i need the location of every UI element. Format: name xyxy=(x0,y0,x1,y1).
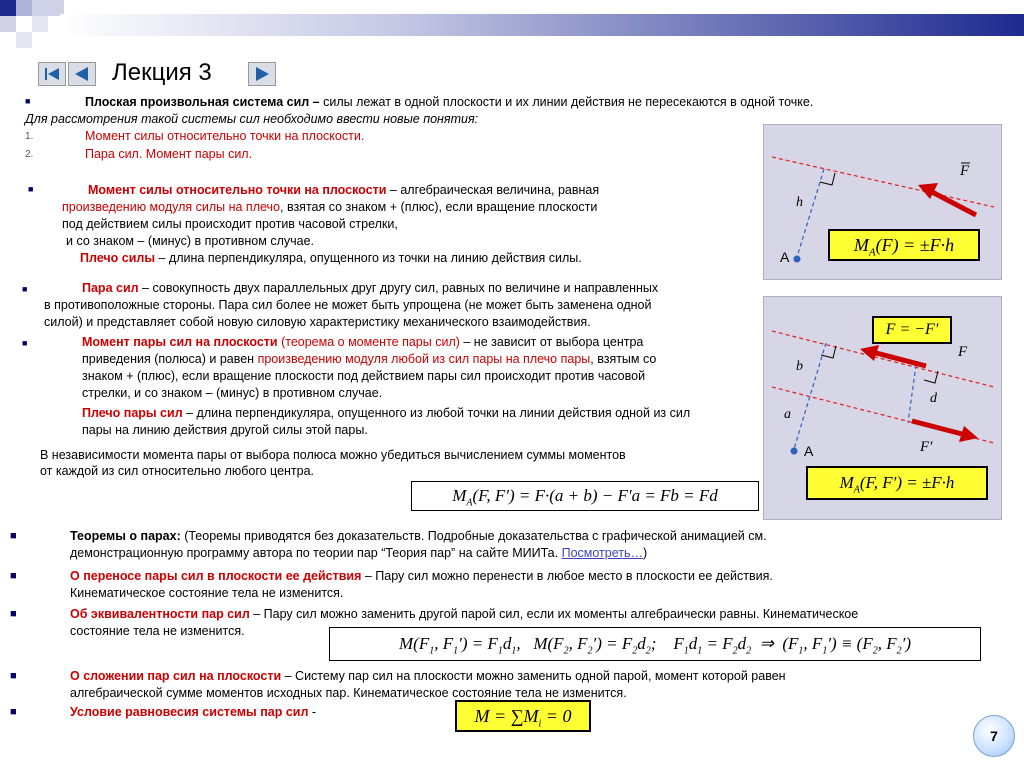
header-decor-square xyxy=(32,0,48,16)
formula-equilibrium: $M = \sum M_i = 0$ xyxy=(455,700,591,732)
page-title: Лекция 3 xyxy=(112,59,212,86)
couple-moment-text: – не зависит от выбора центра xyxy=(459,335,644,349)
moment-def-red: произведению модуля силы на плечо xyxy=(62,200,280,214)
label-b: b xyxy=(796,359,803,374)
point-a xyxy=(791,448,798,455)
formula-equilibrium-data xyxy=(0,0,5,1)
label-a: A xyxy=(780,249,790,265)
theorems-term: Теоремы о парах: xyxy=(70,529,181,543)
arm-text: – длина перпендикуляра, опущенного из точки на линию действия силы. xyxy=(155,251,582,265)
arm-def xyxy=(80,250,582,267)
theorems-text: ) xyxy=(643,546,648,560)
nav-next-button[interactable] xyxy=(248,62,276,86)
couple-moment-red: произведению модуля любой из сил пары на плечо пары xyxy=(257,352,591,366)
theorems-line1 xyxy=(70,528,767,545)
arm-term: Плечо силы xyxy=(80,251,156,265)
theorem-addition-text: – Систему пар сил на плоскости можно заменить одной парой, момент которой равен xyxy=(281,669,786,683)
moment-def-text: – алгебраическая величина, равная xyxy=(386,183,600,197)
intro-line1 xyxy=(85,94,813,111)
label-h: h xyxy=(796,195,803,210)
couple-moment-line4: стрелки, и со знаком – (минус) в противном случае. xyxy=(82,386,383,400)
theorem-addition-line2: алгебраической сумме моментов исходных пар. Кинематическое состояние тела не изменится. xyxy=(70,686,627,700)
label-a-arm: a xyxy=(784,407,791,422)
moment-def-line2 xyxy=(62,199,597,216)
couple-arm-text: – длина перпендикуляра, опущенного из любой точки на линии действия одной из сил xyxy=(182,406,691,420)
bullet-icon: ■ xyxy=(10,670,17,682)
couple-moment-line3: знаком + (плюс), если вращение плоскости под действием пары сил происходит против часовой xyxy=(82,369,646,383)
intro-text: силы лежат в одной плоскости и их линии действия не пересекаются в одной точке. xyxy=(319,95,814,109)
moment-def-text: , взятая со знаком + (плюс), если вращение плоскости xyxy=(280,200,598,214)
couple-moment-text: приведения (полюса) и равен xyxy=(82,352,258,366)
formula-couple-moment: $M_A(F$, F′) = ±F·h xyxy=(806,466,988,500)
header-decor-square xyxy=(16,0,32,16)
force-f-prime-arrowhead xyxy=(959,426,978,442)
couple-def-line2: в противоположные стороны. Пара сил более не может быть упрощена (не может быть заменена одной xyxy=(44,298,652,312)
bullet-icon: ■ xyxy=(10,706,17,718)
arrow-right-icon xyxy=(249,63,275,85)
equilibrium-term: Условие равновесия системы пар сил xyxy=(70,705,309,719)
formula-couple-equal: F = −F′ xyxy=(872,316,952,344)
label-a: A xyxy=(804,443,814,459)
list-item-number: 2. xyxy=(25,149,34,160)
moment-def-line4: и со знаком – (минус) в противном случае. xyxy=(66,234,315,248)
couple-moment-line2 xyxy=(82,351,656,368)
moment-def-line1 xyxy=(88,182,599,199)
label-f-prime: F′ xyxy=(920,439,933,455)
view-demo-link[interactable]: Посмотреть… xyxy=(561,546,643,560)
bullet-icon: ■ xyxy=(25,96,31,106)
theorem-transfer-line2: Кинематическое состояние тела не изменится. xyxy=(70,586,344,600)
equilibrium-line xyxy=(70,704,316,721)
label-f: F xyxy=(958,344,968,360)
header-gradient-bar xyxy=(60,14,1024,36)
list-item: Пара сил. Момент пары сил. xyxy=(85,147,253,161)
independence-line1: В независимости момента пары от выбора полюса можно убедиться вычислением суммы моментов xyxy=(40,448,626,462)
formula-couple-sum: $M_A(F$, F′) = F·(a + b) − F′a = Fb = Fd xyxy=(411,481,759,511)
couple-moment-line1 xyxy=(82,334,643,351)
arrow-left-icon xyxy=(69,63,95,85)
force-f-prime-arrow xyxy=(912,421,962,434)
couple-arm-line2: пары на линию действия другой силы этой пары. xyxy=(82,423,368,437)
theorems-line2 xyxy=(70,545,647,562)
couple-arm-line1 xyxy=(82,405,690,422)
skip-back-icon xyxy=(39,63,65,85)
nav-prev-button[interactable] xyxy=(68,62,96,86)
point-a xyxy=(794,256,801,263)
header-decor-square xyxy=(0,16,16,32)
theorem-transfer-text: – Пару сил можно перенести в любое место в плоскости ее действия. xyxy=(361,569,773,583)
theorems-text: демонстрационную программу автора по теории пар “Теория пар” на сайте МИИТа. xyxy=(70,546,559,560)
header-decor-square xyxy=(0,0,16,16)
label-d: d xyxy=(930,391,937,406)
formula-equivalence: $M(F_1$, $F_1') = F_1d_1$, $M(F_2$, $F_2') = F_2d_2$; $F_1d_1 = F_2d_2$ ⇒ ($F_1$, $F_1') \equiv (F_2$, $F_2'$) xyxy=(329,627,981,661)
header-decor-square xyxy=(32,16,48,32)
bullet-icon: ■ xyxy=(22,338,28,348)
theorem-equivalence-line2: состояние тела не изменится. xyxy=(70,624,245,638)
force-f-arrowhead xyxy=(860,345,879,361)
theorem-transfer-term: О переносе пары сил в плоскости ее действия xyxy=(70,569,362,583)
moment-def-line3: под действием силы происходит против часовой стрелки, xyxy=(62,217,398,231)
bullet-icon: ■ xyxy=(22,284,28,294)
bullet-icon: ■ xyxy=(10,608,17,620)
theorems-text: (Теоремы приводятся без доказательств. Подробные доказательства с графической анимацией см. xyxy=(180,529,767,543)
bullet-icon: ■ xyxy=(10,570,17,582)
page-number-badge[interactable] xyxy=(973,715,1015,757)
independence-line2: от каждой из сил относительно любого центра. xyxy=(40,464,315,478)
force-arrow xyxy=(932,192,976,215)
moment-term: Момент силы относительно точки на плоскости xyxy=(88,183,387,197)
header-decor-square xyxy=(16,32,32,48)
couple-moment-term: Момент пары сил на плоскости xyxy=(82,335,278,349)
theorem-equivalence-term: Об эквивалентности пар сил xyxy=(70,607,250,621)
right-angle-mark xyxy=(820,173,835,185)
theorem-transfer-line1 xyxy=(70,568,773,585)
equilibrium-text: - xyxy=(308,705,317,719)
theorem-equivalence-line1 xyxy=(70,606,858,623)
list-item-number: 1. xyxy=(25,131,34,142)
theorem-addition-term: О сложении пар сил на плоскости xyxy=(70,669,282,683)
couple-def-text: – совокупность двух параллельных друг другу сил, равных по величине и направленных xyxy=(138,281,659,295)
bullet-icon: ■ xyxy=(10,530,17,542)
couple-term: Пара сил xyxy=(82,281,139,295)
intro-term: Плоская произвольная система сил – xyxy=(85,95,320,109)
couple-moment-text: , взятым со xyxy=(590,352,657,366)
intro-line2: Для рассмотрения такой системы сил необходимо ввести новые понятия: xyxy=(25,112,479,126)
list-item: Момент силы относительно точки на плоскости. xyxy=(85,129,365,143)
couple-moment-paren: (теорема о моменте пары сил) xyxy=(277,335,460,349)
couple-def-line1 xyxy=(82,280,658,297)
formula-moment-force: $M_A(F) = \pm F\cdot h$ xyxy=(828,229,980,261)
label-f: F xyxy=(960,163,970,179)
couple-arm-term: Плечо пары сил xyxy=(82,406,183,420)
page-number: 7 xyxy=(990,728,998,744)
theorem-equivalence-text: – Пару сил можно заменить другой парой сил, если их моменты алгебраически равны. Кинематическое xyxy=(249,607,859,621)
bullet-icon: ■ xyxy=(28,184,34,194)
theorem-addition-line1 xyxy=(70,668,786,685)
couple-arm-line xyxy=(908,365,916,423)
couple-def-line3: силой) и представляет собой новую силовую характеристику механического взаимодействия. xyxy=(44,315,591,329)
nav-first-button[interactable] xyxy=(38,62,66,86)
